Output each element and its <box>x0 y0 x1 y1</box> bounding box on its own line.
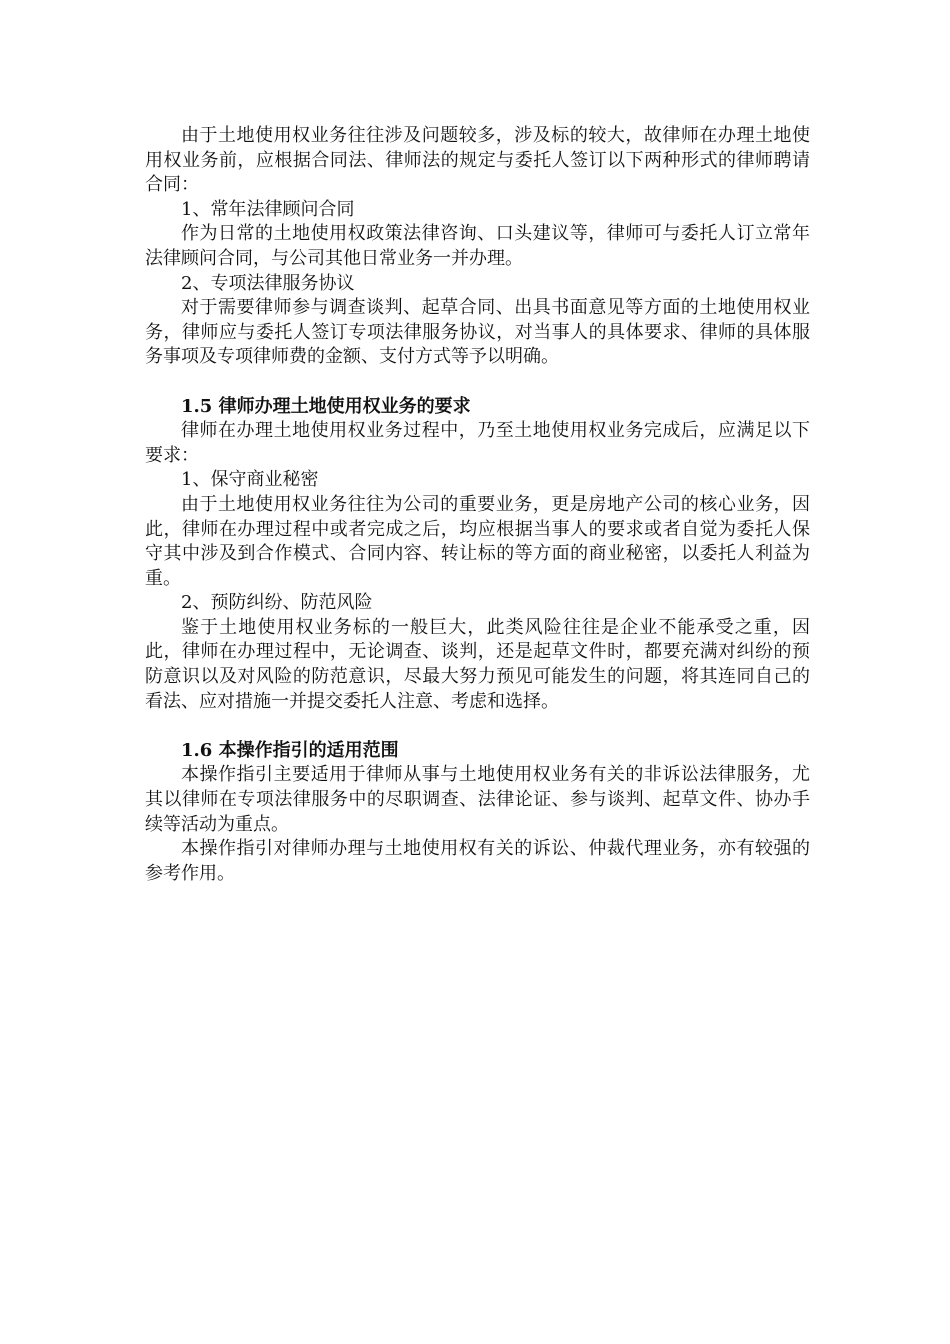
list-item-confidentiality: 1、保守商业秘密 <box>181 469 319 491</box>
list-item-risk-prevention: 2、预防纠纷、防范风险 <box>181 592 373 614</box>
document-body <box>145 124 810 886</box>
paragraph-risk-prevention: 鉴于土地使用权业务标的一般巨大，此类风险往往是企业不能承受之重，因此，律师在办理过程中，无论调查、谈判，还是起草文件时，都要充满对纠纷的预防意识以及对风险的防范意识，尽最大努力预见可能发生的问题，将其连同自己的看法、应对措施一并提交委托人注意、考虑和选择。 <box>145 616 810 712</box>
section-spacer <box>145 370 810 395</box>
paragraph-requirements-intro: 律师在办理土地使用权业务过程中，乃至土地使用权业务完成后，应满足以下要求： <box>145 420 810 466</box>
section-spacer <box>145 714 810 739</box>
paragraph-litigation-reference: 本操作指引对律师办理与土地使用权有关的诉讼、仲裁代理业务，亦有较强的参考作用。 <box>145 838 810 884</box>
paragraph-confidentiality: 由于土地使用权业务往往为公司的重要业务，更是房地产公司的核心业务，因此，律师在办理过程中或者完成之后，均应根据当事人的要求或者自觉为委托人保守其中涉及到合作模式、合同内容、转让标的等方面的商业秘密，以委托人利益为重。 <box>145 493 810 589</box>
list-item-special-service: 2、专项法律服务协议 <box>181 272 355 294</box>
paragraph-special-service: 对于需要律师参与调查谈判、起草合同、出具书面意见等方面的土地使用权业务，律师应与委托人签订专项法律服务协议，对当事人的具体要求、律师的具体服务事项及专项律师费的金额、支付方式等予以明确。 <box>145 297 810 368</box>
paragraph-annual-counsel: 作为日常的土地使用权政策法律咨询、口头建议等，律师可与委托人订立常年法律顾问合同，与公司其他日常业务一并办理。 <box>145 223 810 269</box>
paragraph-retainer-intro: 由于土地使用权业务往往涉及问题较多，涉及标的较大，故律师在办理土地使用权业务前，应根据合同法、律师法的规定与委托人签订以下两种形式的律师聘请合同： <box>145 125 810 196</box>
list-item-annual-counsel: 1、常年法律顾问合同 <box>181 198 355 220</box>
section-heading-1-6: 1.6 本操作指引的适用范围 <box>181 739 399 761</box>
paragraph-scope: 本操作指引主要适用于律师从事与土地使用权业务有关的非诉讼法律服务，尤其以律师在专项法律服务中的尽职调查、法律论证、参与谈判、起草文件、协办手续等活动为重点。 <box>145 764 810 835</box>
section-heading-1-5: 1.5 律师办理土地使用权业务的要求 <box>181 395 471 417</box>
